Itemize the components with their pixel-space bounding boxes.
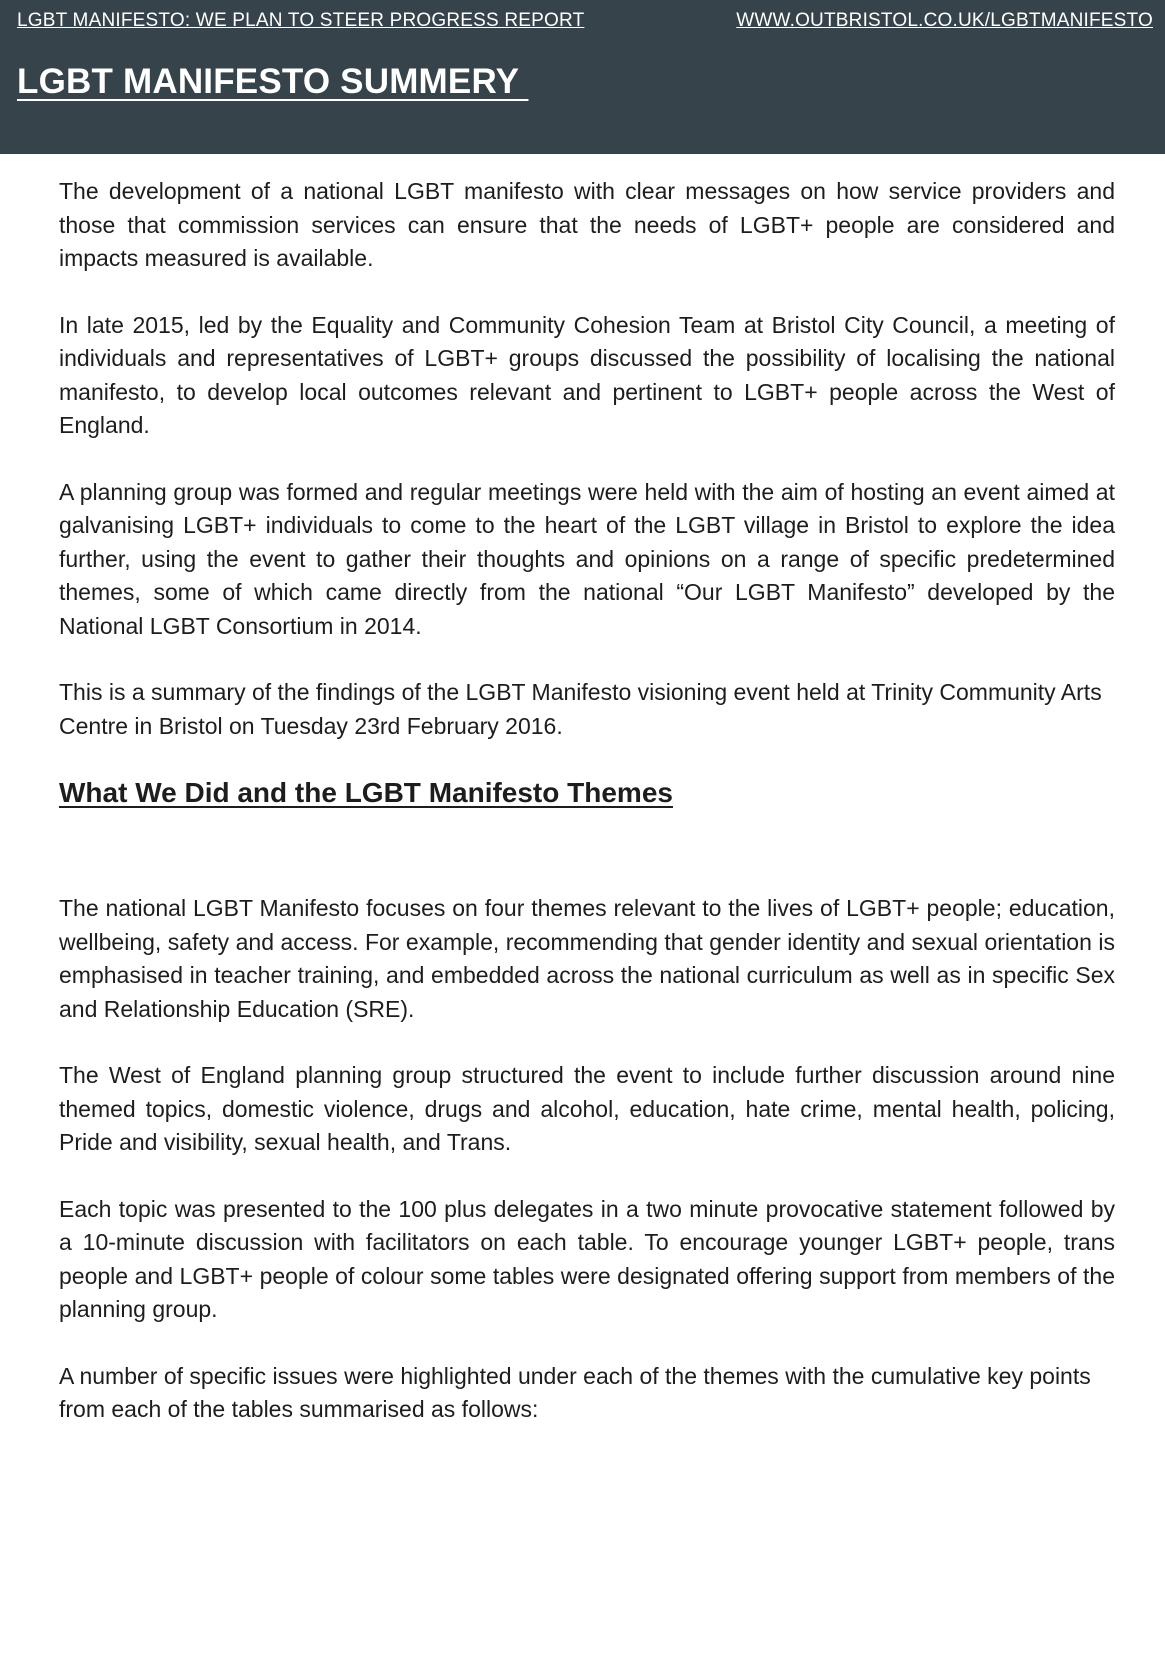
page-header [0, 0, 1165, 154]
paragraph-intro-1: The development of a national LGBT manifesto with clear messages on how service providers and those that commission services can ensure that the needs of LGBT+ people are considered and impacts measured is available. [59, 178, 1115, 271]
website-link[interactable]: WWW.OUTBRISTOL.CO.UK/LGBTMANIFESTO [736, 10, 1153, 31]
report-title: LGBT MANIFESTO: WE PLAN TO STEER PROGRESS REPORT [17, 10, 585, 31]
main-content [59, 175, 1115, 1460]
paragraph-themes-1: The national LGBT Manifesto focuses on four themes relevant to the lives of LGBT+ people; education, wellbeing, safety and access. For example, recommending that gender identity and sexual orientation is emphasised in teacher training, and embedded across the national curriculum as well as in specific Sex and Relationship Education (SRE). [59, 895, 1115, 1022]
paragraph-intro-4: This is a summary of the findings of the LGBT Manifesto visioning event held at Trinity Community Arts Centre in Bristol on Tuesday 23rd February 2016. [59, 679, 1102, 739]
paragraph-themes-3: Each topic was presented to the 100 plus delegates in a two minute provocative statement followed by a 10-minute discussion with facilitators on each table. To encourage younger LGBT+ people, trans people and LGBT+ people of colour some tables were designated offering support from members of the planning group. [59, 1195, 1115, 1322]
section-heading: What We Did and the LGBT Manifesto Themes [59, 777, 673, 808]
paragraph-themes-4: A number of specific issues were highlighted under each of the themes with the cumulative key points from each of the tables summarised as follows: [59, 1362, 1091, 1422]
paragraph-intro-2: In late 2015, led by the Equality and Community Cohesion Team at Bristol City Council, a meeting of individuals and representatives of LGBT+ groups discussed the possibility of localising the national manifesto, to develop local outcomes relevant and pertinent to LGBT+ people across the West of England. [59, 311, 1115, 438]
paragraph-themes-2: The West of England planning group structured the event to include further discussion around nine themed topics, domestic violence, drugs and alcohol, education, hate crime, mental health, policing, Pride and visibility, sexual health, and Trans. [59, 1062, 1115, 1155]
page-title: LGBT MANIFESTO SUMMERY [17, 62, 529, 101]
paragraph-intro-3: A planning group was formed and regular meetings were held with the aim of hosting an event aimed at galvanising LGBT+ individuals to come to the heart of the LGBT village in Bristol to explore the idea further, using the event to gather their thoughts and opinions on a range of specific predetermined themes, some of which came directly from the national “Our LGBT Manifesto” developed by the National LGBT Consortium in 2014. [59, 478, 1115, 639]
